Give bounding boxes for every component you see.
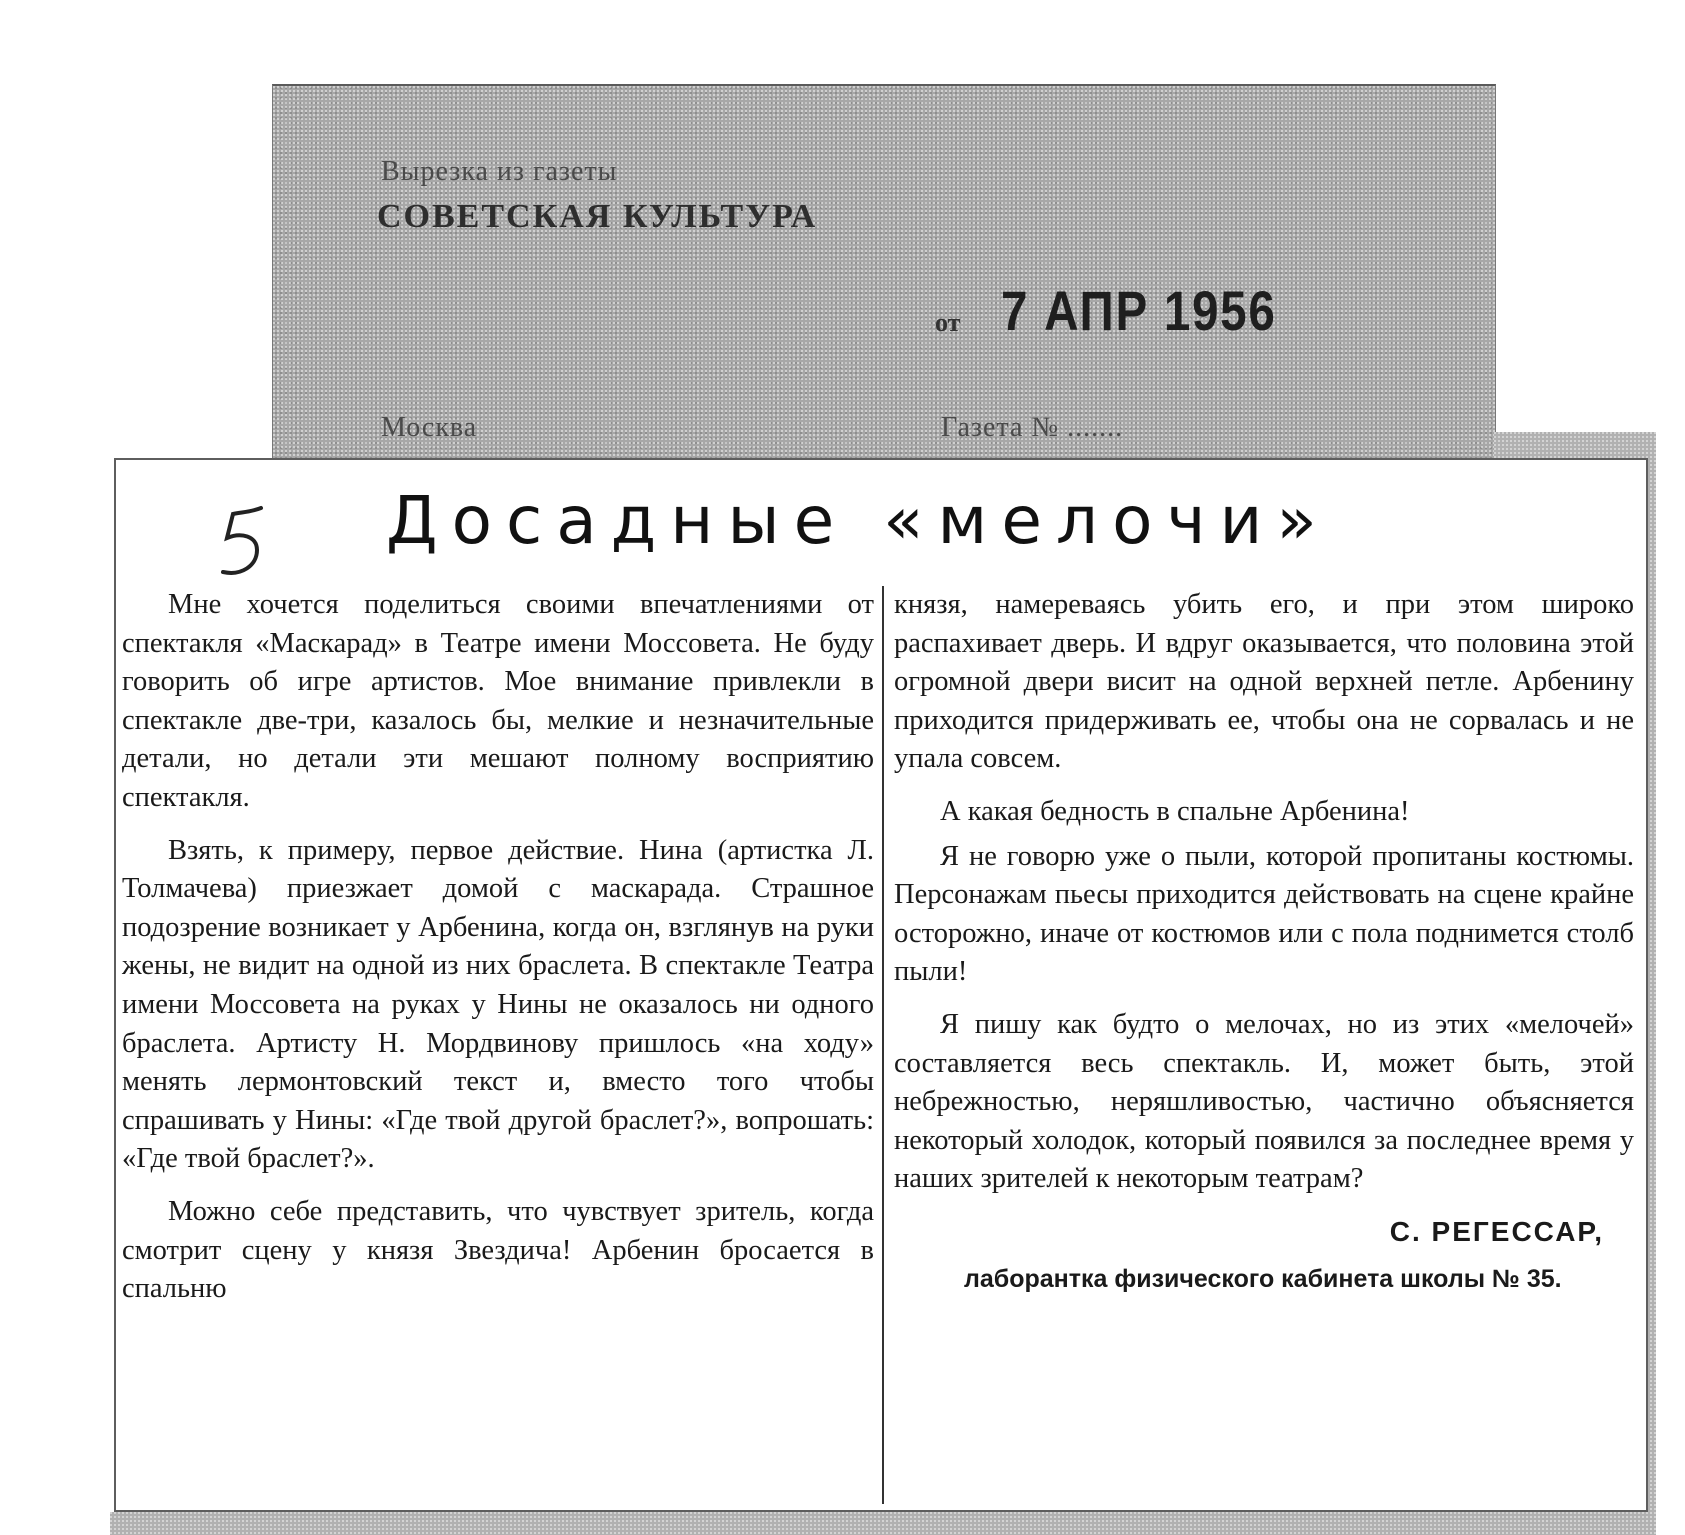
newspaper-name: СОВЕТСКАЯ КУЛЬТУРА <box>377 198 818 235</box>
clipping-label: Вырезка из газеты <box>381 156 618 187</box>
article-clipping <box>114 458 1648 1512</box>
paragraph: Мне хочется поделиться своими впечатлениями от спектакля «Маскарад» в Театре имени Моссовета. Не буду говорить об игре артистов. Мое внимание привлекли в спектакле две-три, казалось бы, мелкие и незначительные детали, но детали эти мешают полному восприятию спектакля. <box>122 589 874 813</box>
clipping-date: 7 АПР 1956 <box>1001 279 1277 342</box>
paragraph: Я пишу как будто о мелочах, но из этих «мелочей» составляется весь спектакль. И, может быть, этой небрежностью, неряшливостью, частично объясняется некоторый холодок, который появился за последнее время у наших зрителей к некоторым театрам? <box>894 1008 1634 1195</box>
issue-label: Газета № ....... <box>941 412 1124 443</box>
paragraph: князя, намереваясь убить его, и при этом широко распахивает дверь. И вдруг оказывается, что половина этой огромной двери висит на одной верхней петле. Арбенину приходится придерживать ее, чтобы она не сорвалась и не упала совсем. <box>894 589 1634 775</box>
handwritten-number-five <box>211 502 271 582</box>
author-name: С. РЕГЕССАР, <box>1389 1215 1604 1247</box>
column-divider <box>882 586 884 1504</box>
author-affiliation: лаборантка физического кабинета школы № 35. <box>964 1264 1562 1293</box>
article-column-left <box>122 586 874 1323</box>
paragraph: А какая бедность в спальне Арбенина! <box>940 795 1410 827</box>
paragraph: Можно себе представить, что чувствует зритель, когда смотрит сцену у князя Звездича! Арбенин бросается в спальню <box>122 1195 874 1305</box>
article-column-right <box>894 586 1634 1298</box>
city-label: Москва <box>381 412 478 443</box>
clipping-header <box>272 84 1496 458</box>
scan-edge-bottom <box>110 1512 1656 1535</box>
article-title: Досадные «мелочи» <box>386 482 1331 559</box>
paragraph: Я не говорю уже о пыли, которой пропитаны костюмы. Персонажам пьесы приходится действовать на сцене крайне осторожно, иначе от костюмов или с пола поднимется столб пыли! <box>894 840 1634 988</box>
paragraph: Взять, к примеру, первое действие. Нина (артистка Л. Толмачева) приезжает домой с маскарада. Страшное подозрение возникает у Арбенина, когда он, взглянув на руки жены, не видит на одной из них браслета. В спектакле Театра имени Моссовета на руках у Нины не оказалось ни одного браслета. Артисту Н. Мордвинову пришлось «на ходу» менять лермонтовский текст и, вместо того чтобы спрашивать у Нины: «Где твой другой браслет?», вопрошать: «Где твой браслет?». <box>122 834 874 1175</box>
date-prefix: от <box>935 308 961 337</box>
